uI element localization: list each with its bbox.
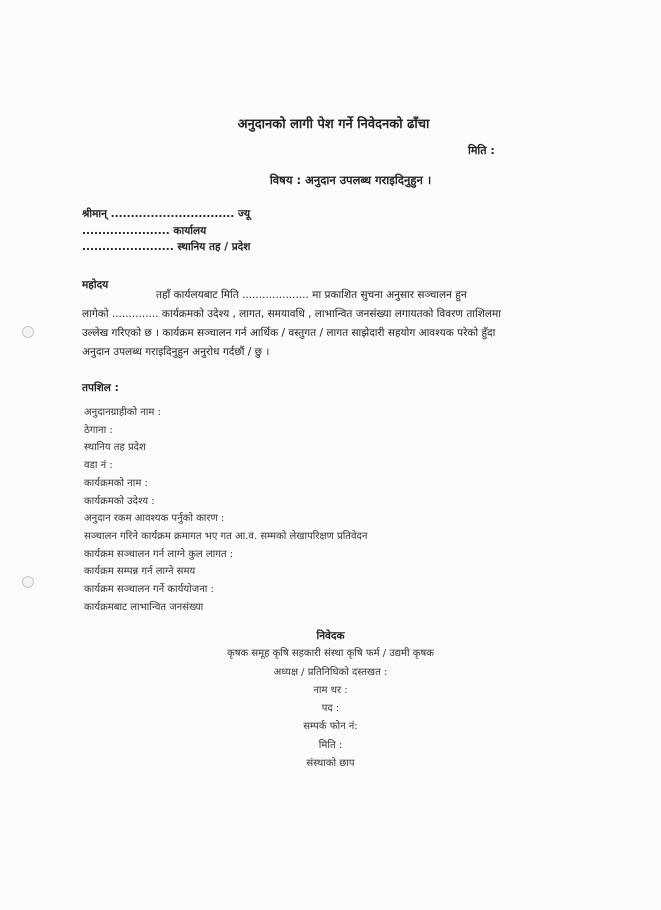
address-line-recipient: श्रीमान् ............................... ज्यू <box>82 208 251 220</box>
body-line: उल्लेख गरिएको छ । कार्यक्रम सञ्चालन गर्न आर्थिक / वस्तुगत / लागत साझेदारी सहयोग आवश्यक परेको हुँदा <box>82 327 496 339</box>
list-item: ठेगाना : <box>84 424 113 436</box>
date-label: मिति : <box>468 144 495 157</box>
applicant-line: सम्पर्क फोन नं: <box>303 721 358 733</box>
applicant-heading: निवेदक <box>316 630 345 642</box>
list-item: स्थानिय तह प्रदेश <box>84 442 146 454</box>
applicant-line: मिति : <box>318 739 343 751</box>
list-item: वडा नं : <box>84 460 113 472</box>
list-item: अनुदानग्राहीको नाम : <box>84 407 161 418</box>
body-line: लागेको .............. कार्यक्रमको उदेश्य , लागत, समयावधि , लाभान्वित जनसंख्या लगायतको विवरण ताशिलमा <box>82 308 502 320</box>
applicant-line: संस्थाको छाप <box>306 758 355 770</box>
list-item: कार्यक्रमबाट लाभान्वित जनसंख्या <box>84 601 204 613</box>
applicant-line: पद : <box>321 703 340 715</box>
list-item: सञ्चालन गरिने कार्यक्रम क्रमागत भए गत आ.व. सम्मको लेखापरिक्षण प्रतिवेदन <box>84 530 368 542</box>
salutation: महोदय <box>82 279 109 291</box>
address-line-local-level: ....................... स्थानिय तह / प्रदेश <box>82 241 251 253</box>
applicant-block <box>0 627 661 773</box>
list-item: कार्यक्रम सम्पन्न गर्न लाग्ने समय <box>84 566 196 578</box>
punch-hole-bottom <box>22 576 34 588</box>
list-item: अनुदान रकम आवश्यक पर्नुको कारण : <box>84 513 225 525</box>
subject-line: विषय : अनुदान उपलब्ध गराइदिनुहुन । <box>269 173 432 187</box>
list-item: कार्यक्रम सञ्चालन गर्ने कार्ययोजना : <box>84 584 214 596</box>
punch-hole-top <box>22 326 34 338</box>
tapashil-list <box>84 404 367 616</box>
address-line-office: ...................... कार्यालय <box>82 225 207 237</box>
form-title: अनुदानको लागी पेश गर्ने निवेदनको ढाँचा <box>237 117 430 132</box>
body-line: अनुदान उपलब्ध गराइदिनुहुन अनुरोध गर्दछौं / छु । <box>82 346 270 358</box>
tapashil-heading: तपशिल : <box>82 382 119 394</box>
list-item: कार्यक्रम सञ्चालन गर्न लाग्ने कुल लागत : <box>84 548 234 560</box>
body-paragraph <box>82 286 578 362</box>
list-item: कार्यक्रमको नाम : <box>84 477 148 489</box>
applicant-line: अध्यक्ष / प्रतिनिधिको दस्तखत : <box>273 666 388 678</box>
list-item: कार्यक्रमको उदेश्य : <box>84 495 155 507</box>
body-line: तहाँ कार्यलयबाट मिति .................... मा प्रकाशित सुचना अनुसार सञ्चालन हुन <box>156 289 467 301</box>
applicant-line: कृषक समूह कृषि सहकारी संस्था कृषि फर्म / उद्यमी कृषक <box>227 648 434 660</box>
applicant-line: नाम थर : <box>313 684 348 696</box>
